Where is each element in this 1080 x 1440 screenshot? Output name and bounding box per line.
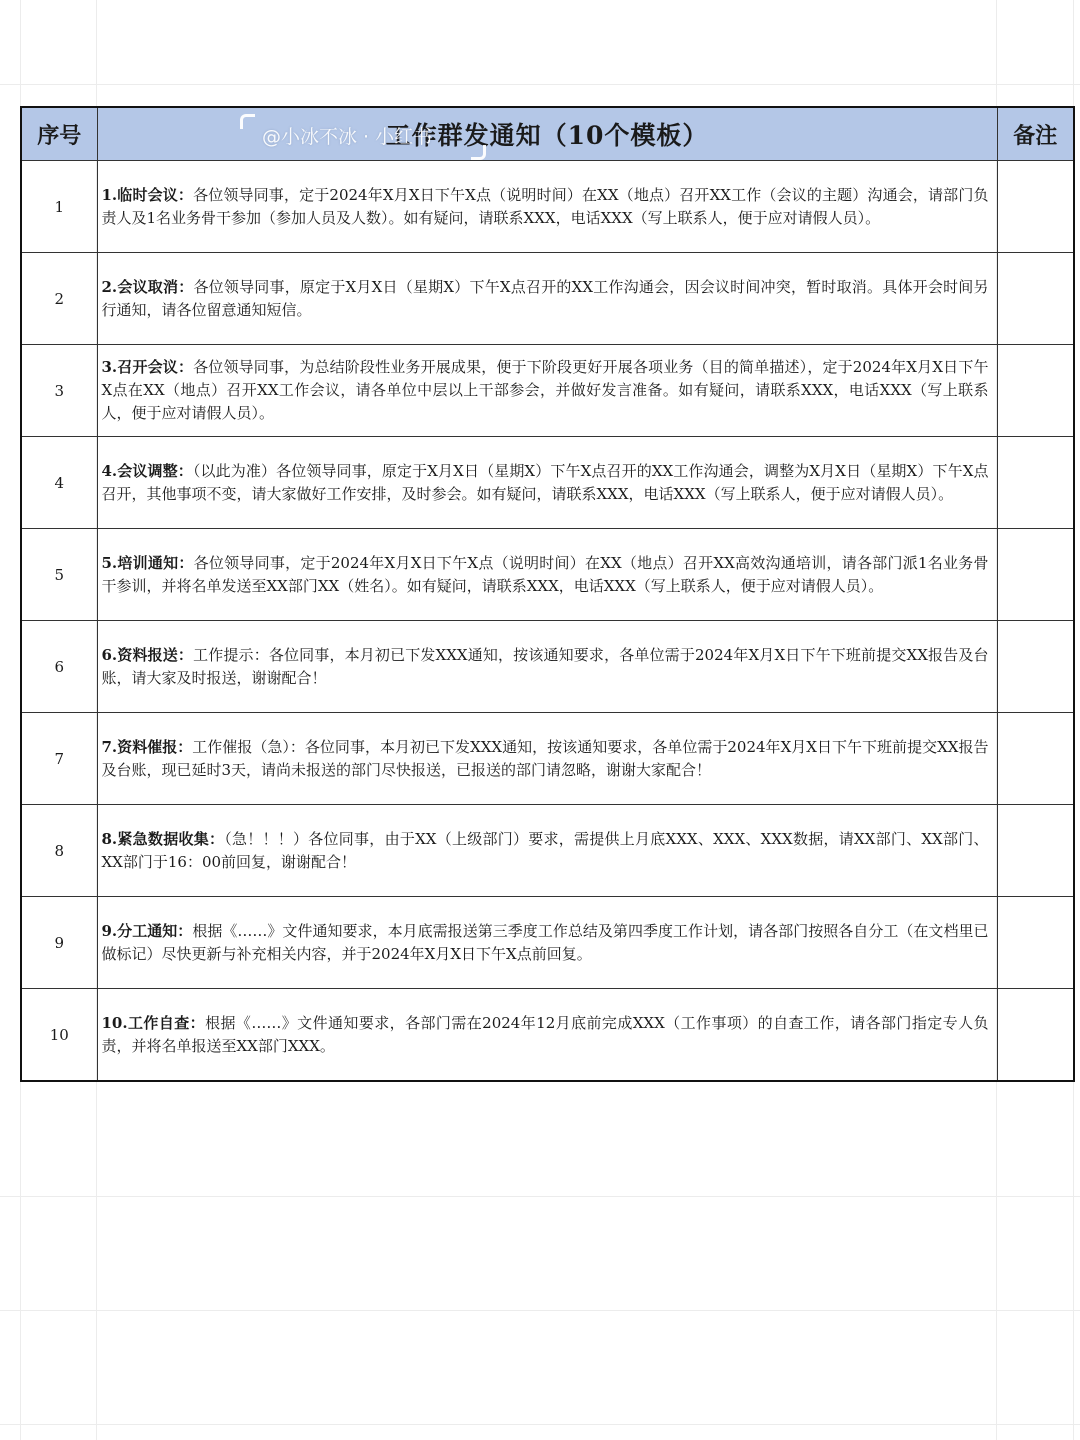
table-row	[21, 897, 1074, 989]
table-row	[21, 713, 1074, 805]
notice-text: 各位领导同事，定于2024年X月X日下午X点（说明时间）在XX（地点）召开XX工作（会议的主题）沟通会，请部门负责人及1名业务骨干参加（参加人员及人数）。如有疑问，请联系XXX，电话XXX（写上联系人，便于应对请假人员）。	[101, 185, 989, 227]
notice-text: （急！！！）各位同事，由于XX（上级部门）要求，需提供上月底XXX、XXX、XXX数据，请XX部门、XX部门、XX部门于16：00前回复，谢谢配合！	[101, 829, 989, 871]
table-row	[21, 529, 1074, 621]
notice-text: 各位领导同事，原定于X月X日（星期X）下午X点召开的XX工作沟通会，因会议时间冲突，暂时取消。具体开会时间另行通知，请各位留意通知短信。	[101, 277, 989, 319]
table-row	[21, 437, 1074, 529]
notice-content-cell[interactable]	[97, 161, 997, 253]
notice-label: 5.培训通知：	[101, 553, 194, 572]
notice-content-cell[interactable]	[97, 713, 997, 805]
notice-content-cell[interactable]	[97, 989, 997, 1082]
table-row	[21, 253, 1074, 345]
notice-text: 各位领导同事，定于2024年X月X日下午X点（说明时间）在XX（地点）召开XX高效沟通培训，请各部门派1名业务骨干参训，并将名单发送至XX部门XX（姓名）。如有疑问，请联系XXX，电话XXX（写上联系人，便于应对请假人员）。	[101, 553, 989, 595]
note-cell[interactable]	[997, 437, 1074, 529]
notice-label: 7.资料催报：	[101, 737, 193, 756]
table-row	[21, 161, 1074, 253]
row-number-cell[interactable]: 7	[21, 713, 97, 805]
note-cell[interactable]	[997, 345, 1074, 437]
row-number-cell[interactable]: 8	[21, 805, 97, 897]
notice-content-cell[interactable]	[97, 345, 997, 437]
row-number-cell[interactable]: 6	[21, 621, 97, 713]
watermark-text: @小冰不冰 · 小红书	[262, 126, 433, 148]
notice-label: 2.会议取消：	[101, 277, 194, 296]
table-row	[21, 621, 1074, 713]
notification-table	[20, 106, 1075, 1082]
note-cell[interactable]	[997, 805, 1074, 897]
row-number-cell[interactable]: 4	[21, 437, 97, 529]
notice-text: 根据《……》文件通知要求，本月底需报送第三季度工作总结及第四季度工作计划，请各部门按照各自分工（在文档里已做标记）尽快更新与补充相关内容，并于2024年X月X日下午X点前回复。	[101, 921, 989, 963]
notice-content-cell[interactable]	[97, 437, 997, 529]
note-cell[interactable]	[997, 529, 1074, 621]
header-row	[21, 107, 1074, 161]
notice-label: 9.分工通知：	[101, 921, 193, 940]
notice-text: 工作催报（急）：各位同事，本月初已下发XXX通知，按该通知要求，各单位需于2024年X月X日下午下班前提交XX报告及台账，现已延时3天，请尚未报送的部门尽快报送，已报送的部门请忽略，谢谢大家配合！	[101, 737, 989, 779]
header-note[interactable]: 备注	[997, 107, 1074, 161]
notice-text: 工作提示：各位同事，本月初已下发XXX通知，按该通知要求，各单位需于2024年X月X日下午下班前提交XX报告及台账，请大家及时报送，谢谢配合！	[101, 645, 989, 687]
note-cell[interactable]	[997, 713, 1074, 805]
row-number-cell[interactable]: 9	[21, 897, 97, 989]
table-row	[21, 805, 1074, 897]
note-cell[interactable]	[997, 897, 1074, 989]
notice-label: 10.工作自查：	[101, 1013, 206, 1032]
notice-text: 根据《……》文件通知要求，各部门需在2024年12月底前完成XXX（工作事项）的自查工作，请各部门指定专人负责，并将名单报送至XX部门XXX。	[101, 1013, 989, 1055]
row-number-cell[interactable]: 1	[21, 161, 97, 253]
notice-text: （以此为准）各位领导同事，原定于X月X日（星期X）下午X点召开的XX工作沟通会，调整为X月X日（星期X）下午X点召开，其他事项不变，请大家做好工作安排，及时参会。如有疑问，请联系XXX，电话XXX（写上联系人，便于应对请假人员）。	[101, 461, 989, 503]
gridline	[0, 1310, 1080, 1311]
notice-label: 3.召开会议：	[101, 358, 194, 376]
gridline	[0, 84, 1080, 85]
notice-content-cell[interactable]	[97, 897, 997, 989]
row-number-cell[interactable]: 10	[21, 989, 97, 1082]
notice-content-cell[interactable]	[97, 529, 997, 621]
notice-label: 4.会议调整：	[101, 461, 193, 480]
row-number-cell[interactable]: 5	[21, 529, 97, 621]
note-cell[interactable]	[997, 161, 1074, 253]
row-number-cell[interactable]: 2	[21, 253, 97, 345]
notice-content-cell[interactable]	[97, 805, 997, 897]
gridline	[0, 1424, 1080, 1425]
header-title[interactable]: 工作群发通知（10个模板）	[97, 107, 997, 161]
table-row	[21, 345, 1074, 437]
notice-label: 6.资料报送：	[101, 645, 194, 664]
notice-label: 1.临时会议：	[101, 185, 194, 204]
notice-content-cell[interactable]	[97, 621, 997, 713]
header-num[interactable]: 序号	[21, 107, 97, 161]
notice-text: 各位领导同事，为总结阶段性业务开展成果，便于下阶段更好开展各项业务（目的简单描述），定于2024年X月X日下午X点在XX（地点）召开XX工作会议，请各单位中层以上干部参会，并做好发言准备。如有疑问，请联系XXX，电话XXX（写上联系人，便于应对请假人员）。	[101, 358, 989, 422]
note-cell[interactable]	[997, 989, 1074, 1082]
notice-content-cell[interactable]	[97, 253, 997, 345]
note-cell[interactable]	[997, 621, 1074, 713]
row-number-cell[interactable]: 3	[21, 345, 97, 437]
notice-label: 8.紧急数据收集：	[101, 829, 225, 848]
table-row	[21, 989, 1074, 1082]
note-cell[interactable]	[997, 253, 1074, 345]
gridline	[0, 1196, 1080, 1197]
